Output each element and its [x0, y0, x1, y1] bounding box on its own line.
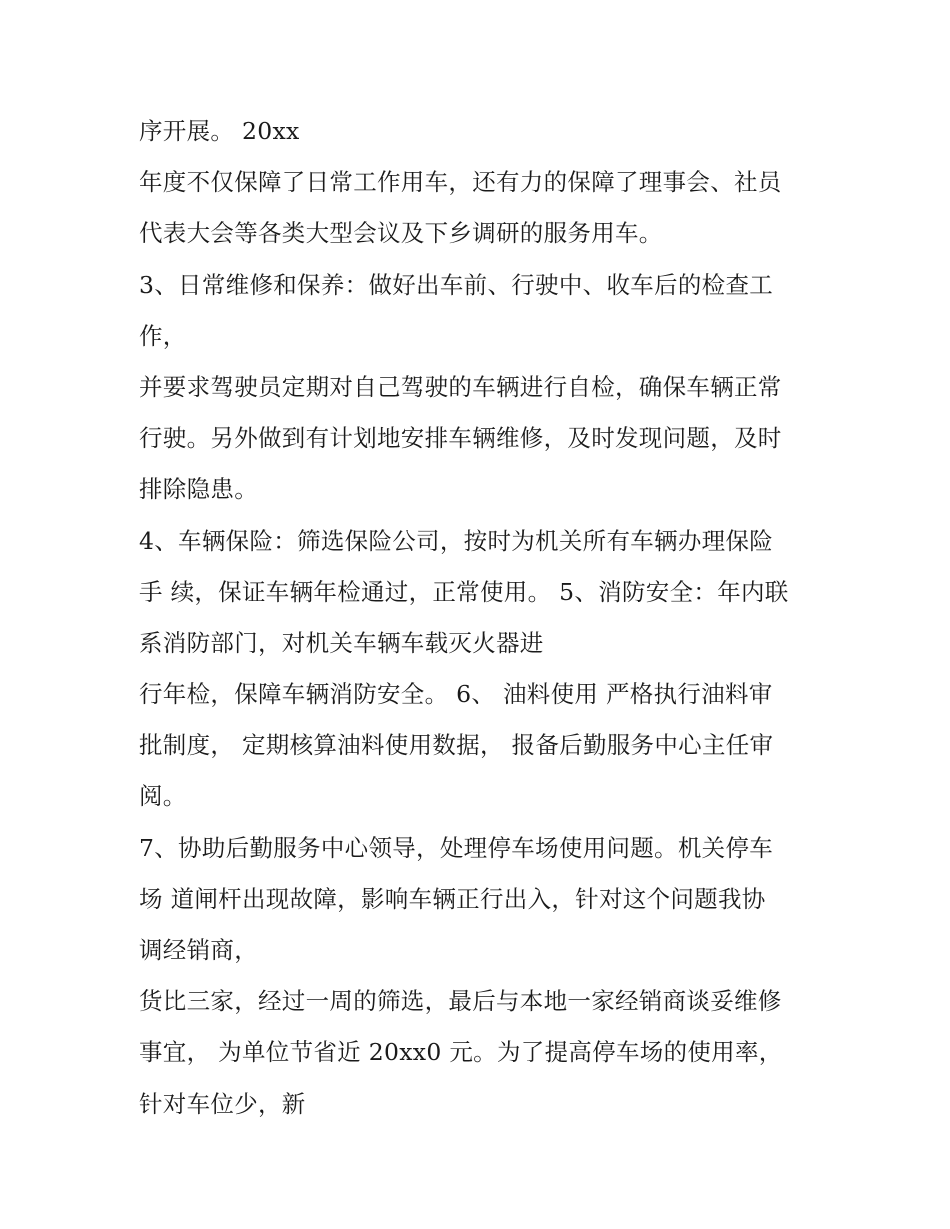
text-line: 行年检，保障车辆消防安全。 6、 油料使用 严格执行油料审: [139, 680, 773, 709]
text-line: 货比三家，经过一周的筛选，最后与本地一家经销商谈妥维修: [139, 987, 782, 1016]
text-line: 手 续，保证车辆年检通过，正常使用。 5、消防安全：年内联: [139, 577, 789, 606]
text-line: 行驶。另外做到有计划地安排车辆维修，及时发现问题，及时: [139, 424, 782, 453]
text-line: 作，: [139, 321, 187, 350]
text-line: 4、车辆保险：筛选保险公司，按时为机关所有车辆办理保险: [139, 526, 774, 555]
text-line: 事宜， 为单位节省近 20xx0 元。为了提高停车场的使用率，: [139, 1038, 783, 1067]
text-line: 批制度， 定期核算油料使用数据， 报备后勤服务中心主任审: [139, 731, 774, 760]
text-line: 调经销商，: [139, 936, 258, 964]
document-body: [139, 106, 829, 1130]
text-line: 场 道闸杆出现故障，影响车辆正行出入，针对这个问题我协: [139, 884, 766, 913]
text-line: 年度不仅保障了日常工作用车，还有力的保障了理事会、社员: [139, 168, 782, 197]
text-line: 序开展。 20xx: [139, 117, 300, 145]
text-line: 代表大会等各类大型会议及下乡调研的服务用车。: [139, 219, 663, 248]
text-line: 3、日常维修和保养：做好出车前、行驶中、收车后的检查工: [139, 270, 774, 299]
text-line: 阅。: [139, 782, 187, 811]
text-line: 针对车位少，新: [139, 1089, 306, 1118]
text-line: 7、协助后勤服务中心领导，处理停车场使用问题。机关停车: [139, 833, 774, 862]
text-line: 并要求驾驶员定期对自己驾驶的车辆进行自检，确保车辆正常: [139, 372, 782, 401]
text-line: 系消防部门，对机关车辆车载灭火器进: [139, 628, 544, 657]
text-line: 排除隐患。: [139, 475, 258, 504]
